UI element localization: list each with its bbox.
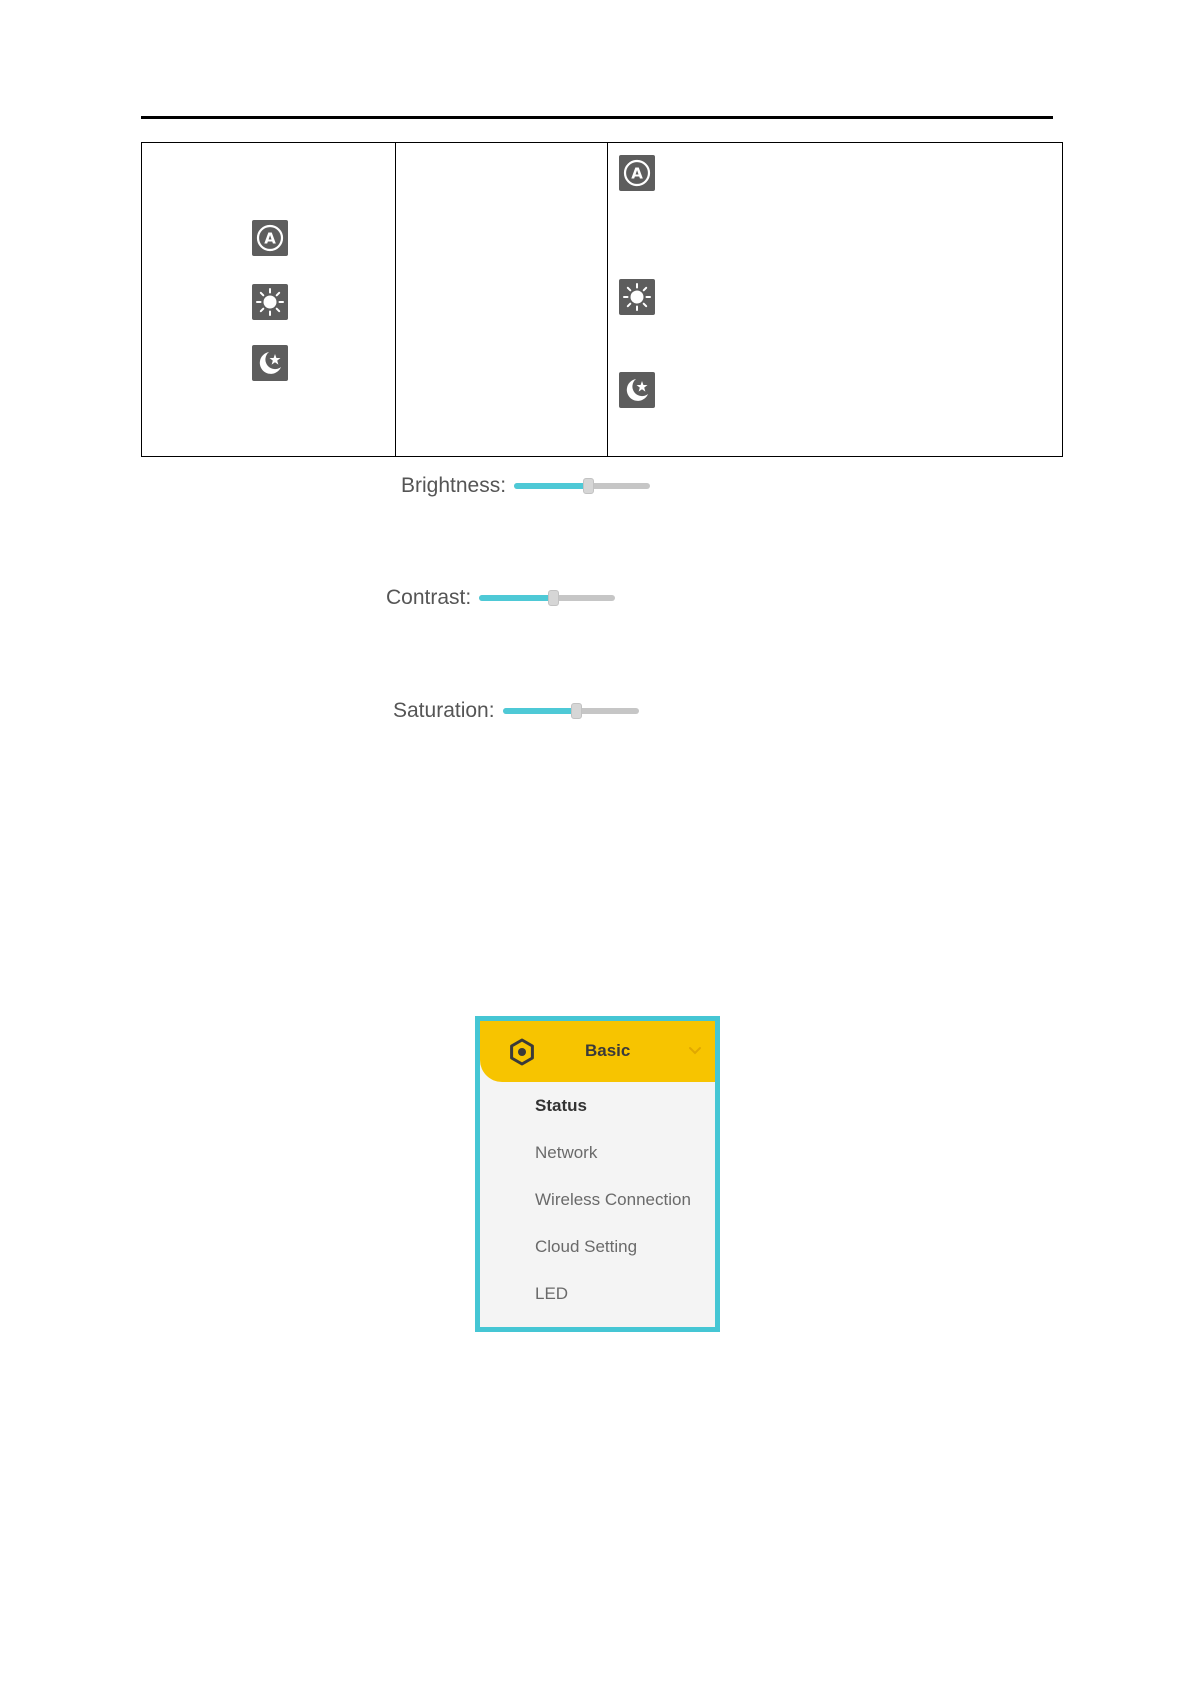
- gear-icon: [508, 1038, 536, 1066]
- brightness-label: Brightness:: [401, 474, 507, 497]
- table-cell-empty: [396, 143, 608, 456]
- menu-item-status[interactable]: Status: [535, 1096, 587, 1115]
- saturation-control: [393, 696, 639, 726]
- basic-menu: [475, 1016, 720, 1332]
- brightness-control: [401, 471, 650, 501]
- contrast-label: Contrast:: [386, 586, 472, 609]
- brightness-slider[interactable]: [514, 483, 650, 489]
- saturation-slider-fill: [503, 708, 576, 714]
- day-mode-icon[interactable]: [252, 284, 288, 320]
- brightness-slider-fill: [514, 483, 587, 489]
- contrast-slider-fill: [479, 595, 552, 601]
- night-mode-icon[interactable]: [252, 345, 288, 381]
- menu-item-wireless-connection[interactable]: Wireless Connection: [535, 1190, 691, 1209]
- menu-item-cloud-setting[interactable]: Cloud Setting: [535, 1237, 638, 1256]
- brightness-slider-handle[interactable]: [583, 478, 594, 494]
- auto-mode-icon[interactable]: [252, 220, 288, 256]
- menu-item-network[interactable]: Network: [535, 1143, 598, 1162]
- chevron-down-icon[interactable]: [688, 1046, 702, 1056]
- header-rule: [141, 116, 1053, 119]
- night-mode-icon: [619, 372, 655, 408]
- mode-table: [141, 142, 1063, 457]
- table-cell-descriptions: [608, 143, 1063, 456]
- contrast-slider[interactable]: [479, 595, 615, 601]
- menu-item-led[interactable]: LED: [535, 1284, 569, 1303]
- saturation-label: Saturation:: [393, 699, 495, 722]
- menu-title: Basic: [585, 1041, 631, 1060]
- menu-header-basic[interactable]: [480, 1021, 715, 1082]
- table-cell-icons: [142, 143, 396, 456]
- auto-mode-icon: [619, 155, 655, 191]
- svg-text:A: A: [264, 229, 276, 248]
- day-mode-icon: [619, 279, 655, 315]
- svg-text:A: A: [631, 164, 643, 183]
- contrast-control: [386, 583, 615, 613]
- saturation-slider-handle[interactable]: [571, 703, 582, 719]
- contrast-slider-handle[interactable]: [548, 590, 559, 606]
- saturation-slider[interactable]: [503, 708, 639, 714]
